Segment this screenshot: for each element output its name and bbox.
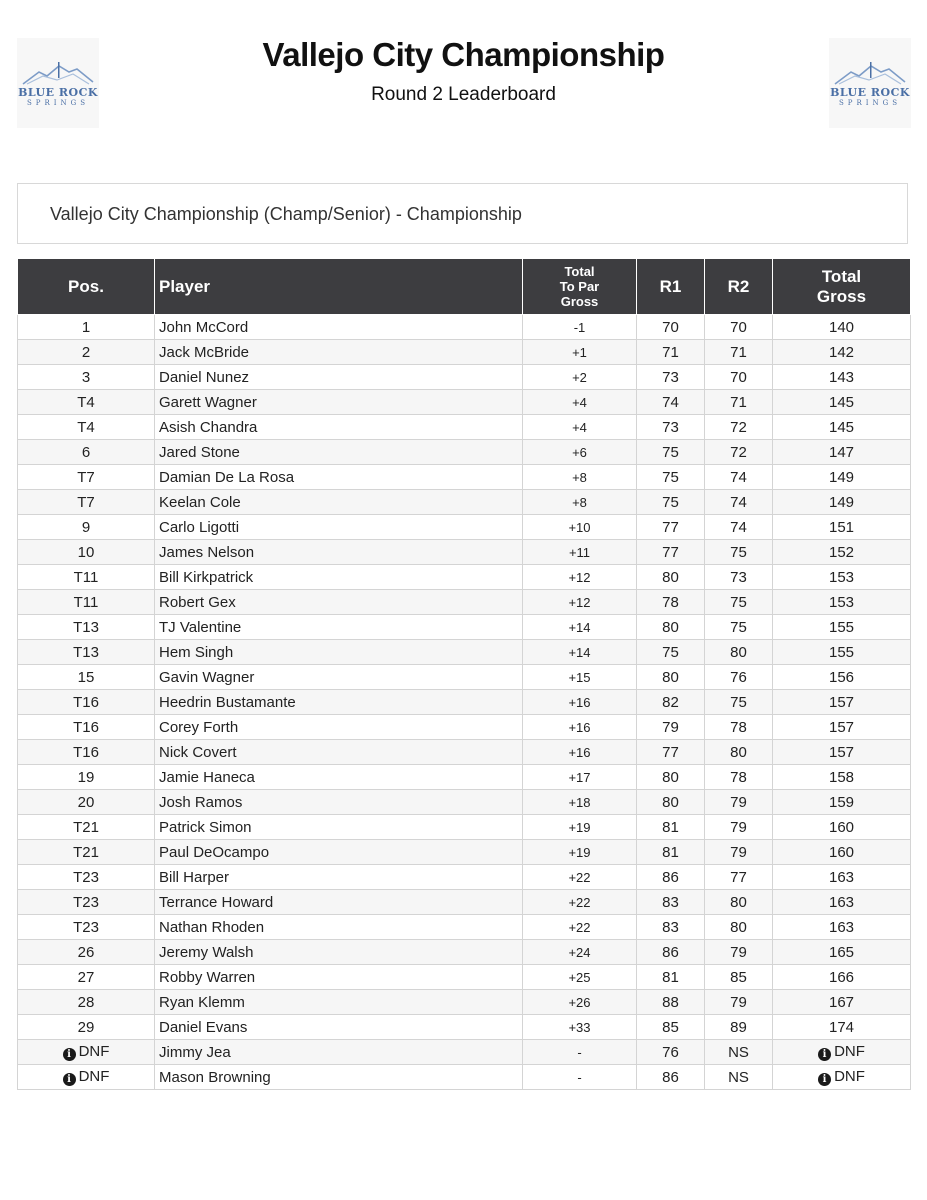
- table-row: [18, 940, 911, 965]
- cell-r1: 86: [637, 1065, 705, 1090]
- cell-total-gross: 160: [773, 840, 911, 865]
- cell-player[interactable]: Jamie Haneca: [155, 765, 523, 790]
- cell-pos: 10: [18, 540, 155, 565]
- page-subtitle: Round 2 Leaderboard: [371, 84, 556, 105]
- cell-player[interactable]: Asish Chandra: [155, 415, 523, 440]
- cell-pos: T4: [18, 415, 155, 440]
- cell-total-gross: 166: [773, 965, 911, 990]
- cell-r2: 72: [705, 440, 773, 465]
- cell-r1: 88: [637, 990, 705, 1015]
- cell-r2: 75: [705, 615, 773, 640]
- cell-pos: 9: [18, 515, 155, 540]
- table-row: [18, 465, 911, 490]
- cell-r2: 75: [705, 590, 773, 615]
- table-row: [18, 615, 911, 640]
- cell-to-par: +6: [523, 440, 637, 465]
- cell-pos: T16: [18, 740, 155, 765]
- cell-to-par: +15: [523, 665, 637, 690]
- cell-pos: i DNF: [18, 1065, 155, 1090]
- table-row: [18, 715, 911, 740]
- cell-player[interactable]: Heedrin Bustamante: [155, 690, 523, 715]
- cell-pos: T7: [18, 465, 155, 490]
- cell-pos: T21: [18, 840, 155, 865]
- cell-total-gross: 153: [773, 590, 911, 615]
- cell-pos: 3: [18, 365, 155, 390]
- cell-to-par: +16: [523, 715, 637, 740]
- cell-to-par: +10: [523, 515, 637, 540]
- table-row: [18, 990, 911, 1015]
- cell-to-par: +12: [523, 590, 637, 615]
- leaderboard-table: [17, 258, 911, 1090]
- cell-pos: 27: [18, 965, 155, 990]
- cell-total-gross: 174: [773, 1015, 911, 1040]
- col-header-pos[interactable]: Pos.: [18, 259, 155, 315]
- cell-total-gross: 145: [773, 390, 911, 415]
- cell-r2: 78: [705, 765, 773, 790]
- table-row: [18, 815, 911, 840]
- cell-player[interactable]: Jeremy Walsh: [155, 940, 523, 965]
- cell-r2: 79: [705, 990, 773, 1015]
- table-row: [18, 590, 911, 615]
- cell-to-par: +24: [523, 940, 637, 965]
- cell-r2: 85: [705, 965, 773, 990]
- page-title: Vallejo City Championship: [262, 36, 665, 73]
- cell-r2: 79: [705, 790, 773, 815]
- blue-rock-springs-logo-left: BLUE ROCK SPRINGS: [17, 38, 99, 128]
- table-row: [18, 790, 911, 815]
- division-title: Vallejo City Championship (Champ/Senior) - Championship: [50, 204, 522, 224]
- cell-pos: 1: [18, 315, 155, 340]
- cell-pos: T23: [18, 890, 155, 915]
- table-row: [18, 890, 911, 915]
- cell-r1: 81: [637, 840, 705, 865]
- cell-r2: 79: [705, 840, 773, 865]
- cell-to-par: +16: [523, 690, 637, 715]
- cell-r1: 81: [637, 965, 705, 990]
- cell-pos: T21: [18, 815, 155, 840]
- cell-player[interactable]: Carlo Ligotti: [155, 515, 523, 540]
- cell-r2: 74: [705, 465, 773, 490]
- cell-total-gross: 157: [773, 715, 911, 740]
- cell-to-par: +14: [523, 640, 637, 665]
- cell-player[interactable]: Jimmy Jea: [155, 1040, 523, 1065]
- table-row: [18, 1040, 911, 1065]
- cell-r1: 80: [637, 565, 705, 590]
- cell-r2: 78: [705, 715, 773, 740]
- table-row: [18, 690, 911, 715]
- cell-player[interactable]: John McCord: [155, 315, 523, 340]
- cell-total-gross: 167: [773, 990, 911, 1015]
- cell-total-gross: 143: [773, 365, 911, 390]
- cell-r1: 82: [637, 690, 705, 715]
- cell-player[interactable]: Keelan Cole: [155, 490, 523, 515]
- cell-to-par: +8: [523, 490, 637, 515]
- cell-r1: 80: [637, 665, 705, 690]
- cell-r2: 76: [705, 665, 773, 690]
- cell-r2: 70: [705, 315, 773, 340]
- cell-player[interactable]: James Nelson: [155, 540, 523, 565]
- cell-r2: 80: [705, 640, 773, 665]
- cell-to-par: +2: [523, 365, 637, 390]
- cell-r1: 75: [637, 490, 705, 515]
- table-row: [18, 840, 911, 865]
- cell-total-gross: 163: [773, 865, 911, 890]
- table-row: [18, 740, 911, 765]
- cell-total-gross: 163: [773, 915, 911, 940]
- cell-total-gross: 165: [773, 940, 911, 965]
- cell-total-gross: 149: [773, 465, 911, 490]
- table-row: [18, 365, 911, 390]
- cell-r2: 74: [705, 515, 773, 540]
- cell-r1: 71: [637, 340, 705, 365]
- col-header-r1[interactable]: R1: [637, 259, 705, 315]
- cell-to-par: +19: [523, 815, 637, 840]
- cell-total-gross: 157: [773, 740, 911, 765]
- cell-player[interactable]: Jack McBride: [155, 340, 523, 365]
- cell-pos: T11: [18, 590, 155, 615]
- cell-player[interactable]: Mason Browning: [155, 1065, 523, 1090]
- table-row: [18, 1065, 911, 1090]
- cell-total-gross: 155: [773, 640, 911, 665]
- col-header-r2[interactable]: R2: [705, 259, 773, 315]
- info-icon[interactable]: i: [818, 1073, 831, 1086]
- cell-player[interactable]: Daniel Evans: [155, 1015, 523, 1040]
- cell-r1: 78: [637, 590, 705, 615]
- col-header-player[interactable]: Player: [155, 259, 523, 315]
- cell-r1: 74: [637, 390, 705, 415]
- cell-r1: 73: [637, 365, 705, 390]
- cell-pos: T4: [18, 390, 155, 415]
- cell-to-par: -1: [523, 315, 637, 340]
- cell-pos: T13: [18, 640, 155, 665]
- cell-pos: T16: [18, 715, 155, 740]
- cell-r2: 74: [705, 490, 773, 515]
- table-row: [18, 315, 911, 340]
- cell-pos: 2: [18, 340, 155, 365]
- cell-r2: 89: [705, 1015, 773, 1040]
- col-header-total-to-par[interactable]: Total To Par Gross: [523, 259, 637, 315]
- table-row: [18, 340, 911, 365]
- table-row: [18, 540, 911, 565]
- cell-r2: 71: [705, 340, 773, 365]
- cell-to-par: +11: [523, 540, 637, 565]
- cell-pos: 19: [18, 765, 155, 790]
- cell-r2: 80: [705, 740, 773, 765]
- cell-player[interactable]: TJ Valentine: [155, 615, 523, 640]
- cell-r1: 77: [637, 740, 705, 765]
- cell-total-gross: 156: [773, 665, 911, 690]
- cell-r2: 71: [705, 390, 773, 415]
- cell-pos: T11: [18, 565, 155, 590]
- cell-r1: 86: [637, 940, 705, 965]
- cell-total-gross: 147: [773, 440, 911, 465]
- cell-to-par: -: [523, 1040, 637, 1065]
- cell-to-par: +14: [523, 615, 637, 640]
- table-row: [18, 515, 911, 540]
- cell-r1: 80: [637, 615, 705, 640]
- cell-total-gross: 149: [773, 490, 911, 515]
- cell-to-par: +4: [523, 415, 637, 440]
- table-row: [18, 865, 911, 890]
- cell-total-gross: i DNF: [773, 1065, 911, 1090]
- info-icon[interactable]: i: [818, 1048, 831, 1061]
- cell-pos: T7: [18, 490, 155, 515]
- cell-r1: 85: [637, 1015, 705, 1040]
- cell-to-par: +33: [523, 1015, 637, 1040]
- cell-to-par: +12: [523, 565, 637, 590]
- cell-total-gross: 155: [773, 615, 911, 640]
- cell-pos: 26: [18, 940, 155, 965]
- cell-r1: 77: [637, 540, 705, 565]
- cell-r1: 83: [637, 890, 705, 915]
- cell-to-par: +4: [523, 390, 637, 415]
- table-row: [18, 390, 911, 415]
- cell-r1: 83: [637, 915, 705, 940]
- cell-r1: 81: [637, 815, 705, 840]
- cell-pos: T23: [18, 865, 155, 890]
- cell-to-par: +19: [523, 840, 637, 865]
- cell-total-gross: 140: [773, 315, 911, 340]
- cell-total-gross: 163: [773, 890, 911, 915]
- cell-total-gross: i DNF: [773, 1040, 911, 1065]
- division-panel: [17, 183, 908, 244]
- cell-to-par: +16: [523, 740, 637, 765]
- cell-r2: 73: [705, 565, 773, 590]
- cell-r1: 77: [637, 515, 705, 540]
- leaderboard-body: [18, 315, 911, 1090]
- blue-rock-springs-logo-right: BLUE ROCK SPRINGS: [829, 38, 911, 128]
- table-header-row: [18, 259, 911, 315]
- table-row: [18, 1015, 911, 1040]
- cell-r2: 75: [705, 540, 773, 565]
- cell-r1: 75: [637, 640, 705, 665]
- cell-to-par: +22: [523, 915, 637, 940]
- table-row: [18, 565, 911, 590]
- cell-player[interactable]: Garett Wagner: [155, 390, 523, 415]
- table-row: [18, 765, 911, 790]
- cell-total-gross: 142: [773, 340, 911, 365]
- cell-pos: 28: [18, 990, 155, 1015]
- table-row: [18, 915, 911, 940]
- cell-total-gross: 151: [773, 515, 911, 540]
- cell-to-par: +1: [523, 340, 637, 365]
- cell-total-gross: 157: [773, 690, 911, 715]
- cell-player[interactable]: Robert Gex: [155, 590, 523, 615]
- cell-player[interactable]: Jared Stone: [155, 440, 523, 465]
- cell-r2: 75: [705, 690, 773, 715]
- cell-total-gross: 160: [773, 815, 911, 840]
- cell-to-par: +17: [523, 765, 637, 790]
- cell-r2: NS: [705, 1065, 773, 1090]
- cell-player[interactable]: Josh Ramos: [155, 790, 523, 815]
- cell-player[interactable]: Patrick Simon: [155, 815, 523, 840]
- cell-total-gross: 153: [773, 565, 911, 590]
- cell-pos: T13: [18, 615, 155, 640]
- info-icon[interactable]: i: [63, 1073, 76, 1086]
- cell-r1: 73: [637, 415, 705, 440]
- cell-player[interactable]: Nathan Rhoden: [155, 915, 523, 940]
- cell-r2: 77: [705, 865, 773, 890]
- cell-player[interactable]: Paul DeOcampo: [155, 840, 523, 865]
- cell-to-par: +8: [523, 465, 637, 490]
- cell-r1: 79: [637, 715, 705, 740]
- cell-pos: i DNF: [18, 1040, 155, 1065]
- cell-r1: 80: [637, 765, 705, 790]
- cell-pos: T23: [18, 915, 155, 940]
- cell-player[interactable]: Bill Kirkpatrick: [155, 565, 523, 590]
- cell-r1: 86: [637, 865, 705, 890]
- cell-to-par: +26: [523, 990, 637, 1015]
- cell-player[interactable]: Ryan Klemm: [155, 990, 523, 1015]
- cell-player[interactable]: Nick Covert: [155, 740, 523, 765]
- cell-r1: 75: [637, 465, 705, 490]
- table-row: [18, 440, 911, 465]
- table-row: [18, 415, 911, 440]
- cell-r2: 79: [705, 815, 773, 840]
- cell-to-par: +18: [523, 790, 637, 815]
- cell-to-par: +22: [523, 890, 637, 915]
- cell-r2: 80: [705, 890, 773, 915]
- table-row: [18, 665, 911, 690]
- cell-r1: 76: [637, 1040, 705, 1065]
- cell-r2: 80: [705, 915, 773, 940]
- cell-to-par: +22: [523, 865, 637, 890]
- col-header-total-gross[interactable]: Total Gross: [773, 259, 911, 315]
- cell-to-par: -: [523, 1065, 637, 1090]
- cell-r2: NS: [705, 1040, 773, 1065]
- cell-total-gross: 152: [773, 540, 911, 565]
- cell-total-gross: 145: [773, 415, 911, 440]
- cell-player[interactable]: Damian De La Rosa: [155, 465, 523, 490]
- cell-pos: T16: [18, 690, 155, 715]
- table-row: [18, 640, 911, 665]
- cell-r2: 79: [705, 940, 773, 965]
- cell-player[interactable]: Hem Singh: [155, 640, 523, 665]
- cell-player[interactable]: Daniel Nunez: [155, 365, 523, 390]
- cell-total-gross: 159: [773, 790, 911, 815]
- cell-player[interactable]: Corey Forth: [155, 715, 523, 740]
- cell-to-par: +25: [523, 965, 637, 990]
- cell-pos: 6: [18, 440, 155, 465]
- cell-pos: 15: [18, 665, 155, 690]
- cell-player[interactable]: Terrance Howard: [155, 890, 523, 915]
- cell-r2: 70: [705, 365, 773, 390]
- cell-r1: 75: [637, 440, 705, 465]
- cell-total-gross: 158: [773, 765, 911, 790]
- cell-pos: 29: [18, 1015, 155, 1040]
- cell-r1: 70: [637, 315, 705, 340]
- table-row: [18, 490, 911, 515]
- cell-pos: 20: [18, 790, 155, 815]
- cell-player[interactable]: Gavin Wagner: [155, 665, 523, 690]
- info-icon[interactable]: i: [63, 1048, 76, 1061]
- table-row: [18, 965, 911, 990]
- cell-r1: 80: [637, 790, 705, 815]
- cell-r2: 72: [705, 415, 773, 440]
- cell-player[interactable]: Bill Harper: [155, 865, 523, 890]
- cell-player[interactable]: Robby Warren: [155, 965, 523, 990]
